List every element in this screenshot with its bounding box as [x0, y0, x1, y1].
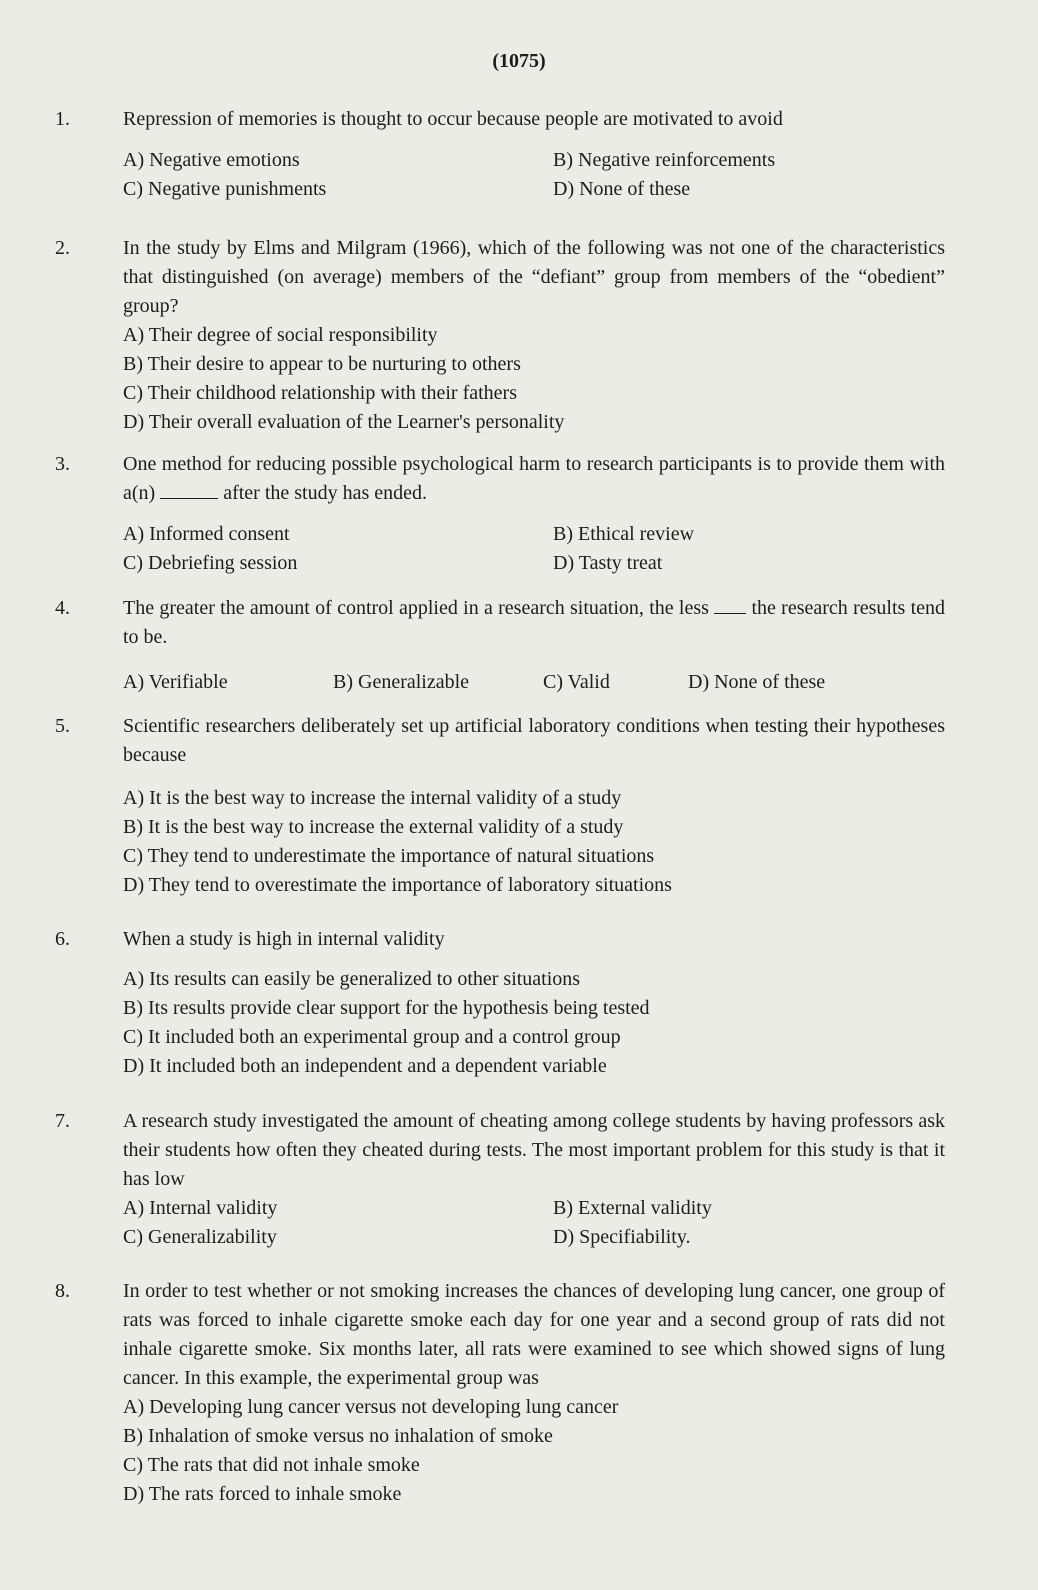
options: [123, 784, 945, 900]
option-b[interactable]: B) Generalizable: [333, 671, 470, 693]
question-1: [55, 105, 945, 204]
option-c[interactable]: C) Their childhood relationship with their fathers: [123, 382, 517, 404]
options: [123, 965, 945, 1081]
stem-text-after: after the study has ended.: [223, 482, 428, 504]
question-8: [55, 1277, 945, 1509]
question-number: 8.: [55, 1280, 70, 1302]
option-b[interactable]: B) Negative reinforcements: [553, 149, 776, 171]
question-number: 6.: [55, 928, 70, 950]
options: [123, 146, 945, 204]
question-stem: In order to test whether or not smoking increases the chances of developing lung cancer, one group of rats was forced to inhale cigarette smoke each day for one year and a second group of rats did not inhale cigarette smoke. Six months later, all rats were examined to see which showed signs of lung cancer. In this example, the experimental group was: [123, 1280, 945, 1389]
option-d[interactable]: D) None of these: [553, 178, 691, 200]
option-a[interactable]: A) Its results can easily be generalized to other situations: [123, 968, 581, 990]
question-number: 1.: [55, 108, 70, 130]
question-number: 3.: [55, 453, 70, 475]
option-a[interactable]: A) Informed consent: [123, 523, 290, 545]
option-b[interactable]: B) It is the best way to increase the external validity of a study: [123, 816, 624, 838]
option-c[interactable]: C) Valid: [543, 671, 610, 693]
option-d[interactable]: D) None of these: [688, 671, 826, 693]
option-a[interactable]: A) Developing lung cancer versus not developing lung cancer: [123, 1396, 619, 1418]
option-d[interactable]: D) Their overall evaluation of the Learner's personality: [123, 411, 565, 433]
question-number: 4.: [55, 597, 70, 619]
option-c[interactable]: C) It included both an experimental group and a control group: [123, 1026, 621, 1048]
stem-text-after: the research results tend to be.: [123, 597, 945, 648]
question-stem: [123, 450, 945, 508]
question-number: 7.: [55, 1110, 70, 1132]
option-d[interactable]: D) Tasty treat: [553, 552, 663, 574]
option-d[interactable]: D) The rats forced to inhale smoke: [123, 1483, 402, 1505]
option-d[interactable]: D) They tend to overestimate the importance of laboratory situations: [123, 874, 672, 896]
question-stem: Repression of memories is thought to occur because people are motivated to avoid: [123, 108, 783, 130]
option-b[interactable]: B) Its results provide clear support for the hypothesis being tested: [123, 997, 650, 1019]
option-d[interactable]: D) Specifiability.: [553, 1226, 691, 1248]
question-number: 5.: [55, 715, 70, 737]
question-7: [55, 1107, 945, 1252]
question-stem: In the study by Elms and Milgram (1966), which of the following was not one of the characteristics that distinguished (on average) members of the “defiant” group from members of the “obedient” group?: [123, 237, 945, 317]
option-b[interactable]: B) Their desire to appear to be nurturing to others: [123, 353, 521, 375]
question-number: 2.: [55, 237, 70, 259]
option-a[interactable]: A) Their degree of social responsibility: [123, 324, 438, 346]
question-stem: [123, 594, 945, 652]
option-a[interactable]: A) Internal validity: [123, 1197, 278, 1219]
option-a[interactable]: A) Verifiable: [123, 671, 228, 693]
options: [123, 668, 945, 697]
option-c[interactable]: C) Debriefing session: [123, 552, 298, 574]
paper-code: (1075): [492, 50, 546, 72]
options: [123, 1194, 945, 1252]
option-d[interactable]: D) It included both an independent and a dependent variable: [123, 1055, 607, 1077]
answer-blank: [160, 480, 218, 499]
question-5: [55, 712, 945, 900]
stem-text-before: One method for reducing possible psychological harm to research participants is to provide them with a(n): [123, 453, 945, 504]
question-6: [55, 925, 945, 1081]
option-b[interactable]: B) Inhalation of smoke versus no inhalation of smoke: [123, 1425, 553, 1447]
question-stem: A research study investigated the amount of cheating among college students by having professors ask their students how often they cheated during tests. The most important problem for this study is that it has low: [123, 1110, 945, 1190]
options: [123, 520, 945, 578]
question-stem: Scientific researchers deliberately set up artificial laboratory conditions when testing their hypotheses because: [123, 715, 945, 766]
option-c[interactable]: C) The rats that did not inhale smoke: [123, 1454, 420, 1476]
question-3: [55, 450, 945, 578]
question-2: [55, 234, 945, 437]
option-c[interactable]: C) Negative punishments: [123, 178, 327, 200]
option-c[interactable]: C) They tend to underestimate the importance of natural situations: [123, 845, 655, 867]
answer-blank: [714, 595, 746, 614]
options: [123, 321, 945, 437]
option-a[interactable]: A) Negative emotions: [123, 149, 300, 171]
option-a[interactable]: A) It is the best way to increase the internal validity of a study: [123, 787, 622, 809]
stem-text-before: The greater the amount of control applied in a research situation, the less: [123, 597, 709, 619]
option-b[interactable]: B) External validity: [553, 1197, 712, 1219]
question-stem: When a study is high in internal validity: [123, 928, 445, 950]
options: [123, 1393, 945, 1509]
option-b[interactable]: B) Ethical review: [553, 523, 695, 545]
option-c[interactable]: C) Generalizability: [123, 1226, 277, 1248]
question-4: [55, 594, 945, 697]
